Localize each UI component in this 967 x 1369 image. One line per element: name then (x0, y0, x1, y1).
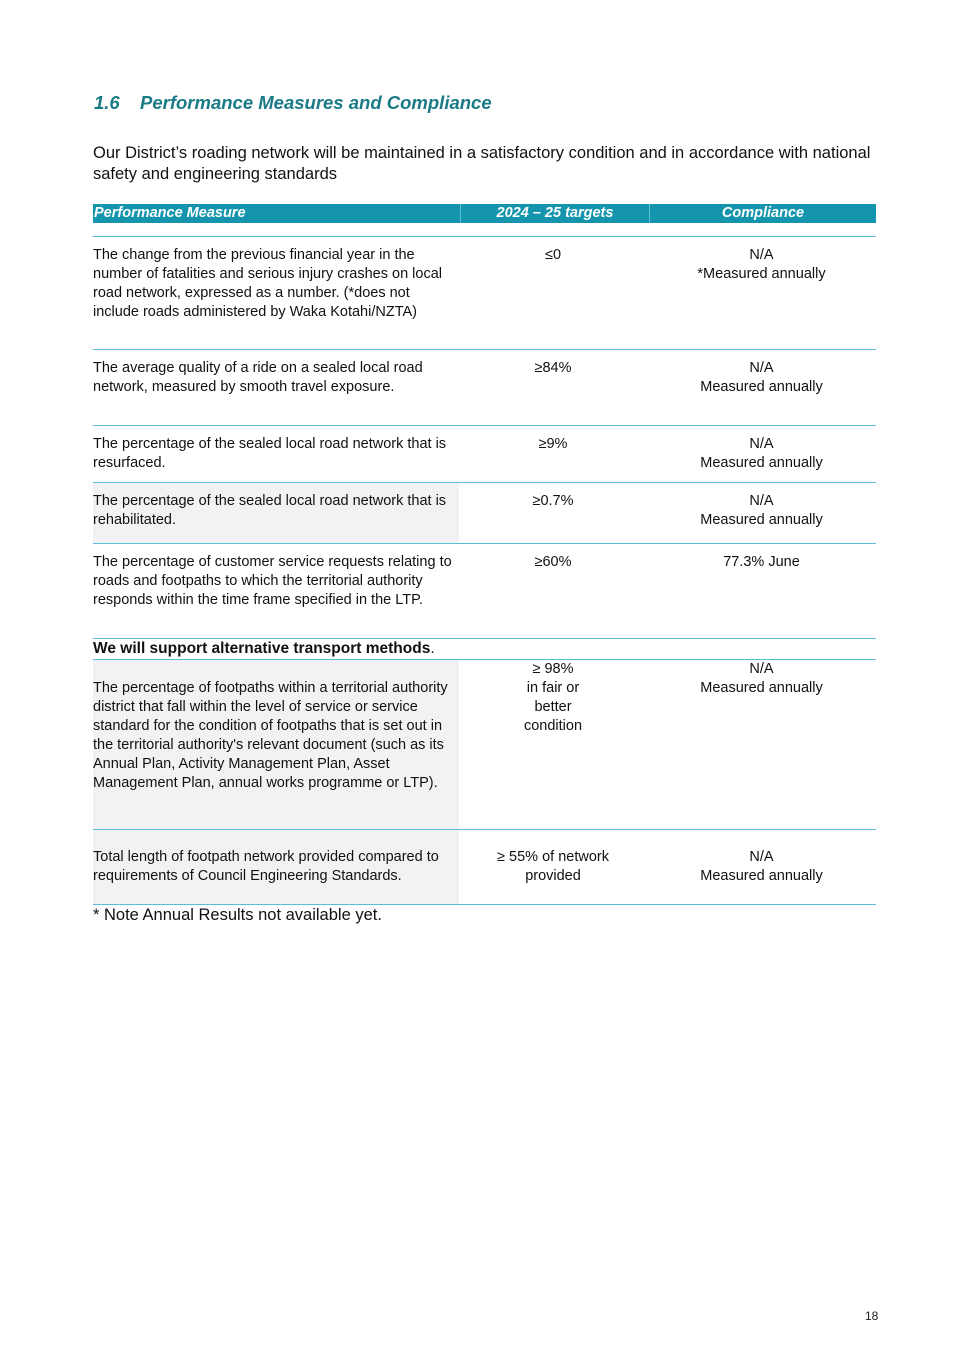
subsection-heading-period: . (430, 640, 435, 657)
compliance-status: N/A (749, 493, 774, 509)
target-cell (459, 660, 647, 829)
target-line: provided (525, 868, 581, 884)
compliance-note: Measured annually (700, 680, 823, 696)
table-row (93, 483, 876, 544)
compliance-cell (647, 830, 876, 904)
target-line: in fair or (526, 680, 580, 696)
section-title: Performance Measures and Compliance (140, 92, 492, 113)
table-row (93, 426, 876, 483)
compliance-cell (647, 359, 876, 425)
compliance-status: 77.3% June (723, 554, 800, 570)
subsection-heading-text: We will support alternative transport methods (93, 640, 431, 657)
target-line: ≥ 98% (532, 661, 574, 677)
table-row (93, 350, 876, 426)
measure-cell: The percentage of the sealed local road network that is resurfaced. (93, 436, 447, 471)
intro-paragraph: Our District’s roading network will be maintained in a satisfactory condition and in accordance with national safety and engineering standards (93, 144, 871, 183)
measure-cell: Total length of footpath network provided compared to requirements of Council Engineering Standards. (93, 830, 459, 904)
header-spacer (93, 223, 876, 237)
measure-cell: The percentage of customer service requests relating to roads and footpaths to which the territorial authority responds within the time frame specified in the LTP. (93, 554, 452, 608)
compliance-cell (647, 246, 876, 349)
table-row (93, 544, 876, 639)
compliance-status: N/A (749, 661, 774, 677)
table-row (93, 660, 876, 830)
footnote: * Note Annual Results not available yet. (93, 906, 382, 924)
compliance-note: Measured annually (700, 868, 823, 884)
target-cell (459, 830, 647, 904)
target-line: condition (523, 718, 583, 734)
compliance-cell (647, 435, 876, 482)
target-cell: ≥9% (538, 436, 568, 452)
measure-cell: The average quality of a ride on a sealed local road network, measured by smooth travel exposure. (93, 360, 423, 395)
measure-cell: The percentage of the sealed local road network that is rehabilitated. (93, 483, 459, 543)
section-number: 1.6 (94, 92, 120, 113)
target-cell: ≥60% (534, 554, 572, 570)
target-line: better (534, 699, 572, 715)
compliance-status: N/A (749, 436, 774, 452)
target-line: ≥ 55% of network (497, 849, 609, 865)
compliance-note: *Measured annually (697, 266, 826, 282)
compliance-cell (647, 483, 876, 543)
section-heading (94, 92, 492, 114)
measure-cell: The change from the previous financial year in the number of fatalities and serious injury crashes on local road network, expressed as a number. (*does not include roads administered by Waka Kotahi/NZTA) (93, 247, 442, 320)
compliance-status: N/A (749, 247, 774, 263)
header-targets: 2024 – 25 targets (460, 204, 649, 223)
subsection-heading (93, 639, 876, 660)
compliance-note: Measured annually (700, 455, 823, 471)
compliance-status: N/A (749, 360, 774, 376)
target-cell: ≥0.7% (532, 493, 574, 509)
table-row (93, 237, 876, 350)
header-compliance: Compliance (649, 204, 876, 223)
compliance-status: N/A (749, 849, 774, 865)
table-row (93, 830, 876, 905)
target-cell: ≥84% (534, 360, 572, 376)
page-number: 18 (865, 1309, 879, 1323)
header-performance-measure: Performance Measure (94, 205, 246, 221)
compliance-note: Measured annually (700, 379, 823, 395)
table-header-row (93, 204, 876, 223)
measure-cell: The percentage of footpaths within a territorial authority district that fall within the level of service or service standard for the condition of footpaths that is set out in the territorial authority's relevant document (such as its Annual Plan, Activity Management Plan, Asset Management Plan, annual works programme or LTP). (93, 660, 459, 829)
performance-table (93, 204, 876, 925)
target-cell: ≤0 (544, 247, 562, 263)
compliance-note: Measured annually (700, 512, 823, 528)
compliance-cell (647, 553, 876, 638)
compliance-cell (647, 660, 876, 829)
